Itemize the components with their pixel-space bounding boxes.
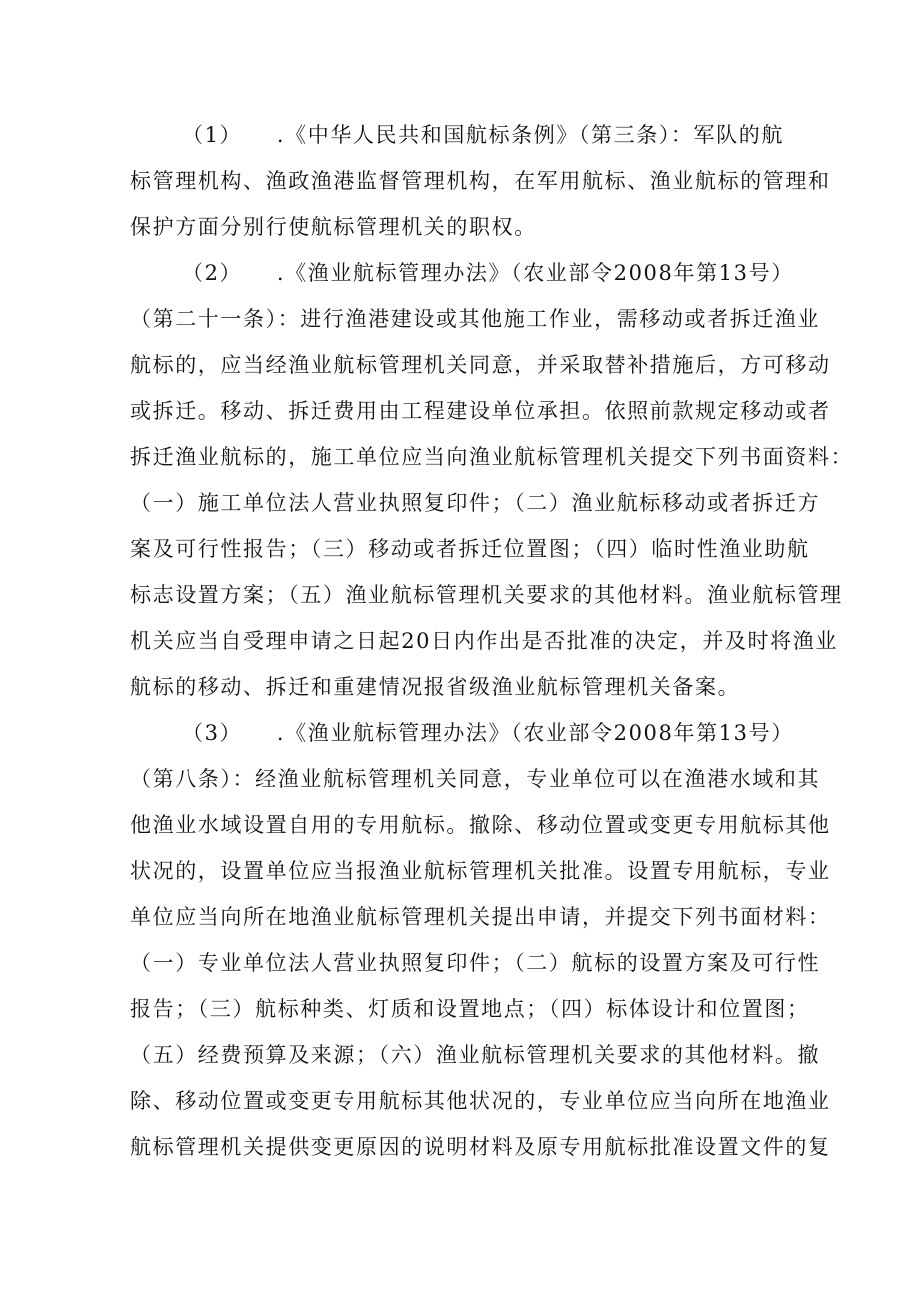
text-line: 保护方面分别行使航标管理机关的职权。 <box>130 215 537 239</box>
text-line: （2） .《渔业航标管理办法》（农业部令2008年第13号） <box>182 261 794 285</box>
text-line: 单位应当向所在地渔业航标管理机关提出申请，并提交下列书面材料： <box>130 905 831 929</box>
text-line: 案及可行性报告；（三）移动或者拆迁位置图；（四）临时性渔业助航 <box>130 537 810 561</box>
text-line: （一）施工单位法人营业执照复印件；（二）渔业航标移动或者拆迁方 <box>130 491 821 515</box>
text-line: 或拆迁。移动、拆迁费用由工程建设单位承担。依照前款规定移动或者 <box>130 399 831 423</box>
text-line: （一）专业单位法人营业执照复印件；（二）航标的设置方案及可行性 <box>130 951 821 975</box>
text-line: （五）经费预算及来源；（六）渔业航标管理机关要求的其他材料。撤 <box>130 1043 821 1067</box>
text-line: （第二十一条）：进行渔港建设或其他施工作业，需移动或者拆迁渔业 <box>130 307 821 331</box>
text-line: 他渔业水域设置自用的专用航标。撤除、移动位置或变更专用航标其他 <box>130 813 831 837</box>
text-line: 拆迁渔业航标的，施工单位应当向渔业航标管理机关提交下列书面资料： <box>130 445 854 469</box>
text-line: 标志设置方案；（五）渔业航标管理机关要求的其他材料。渔业航标管理 <box>130 583 843 607</box>
text-line: 航标的，应当经渔业航标管理机关同意，并采取替补措施后，方可移动 <box>130 353 831 377</box>
text-line: 标管理机构、渔政渔港监督管理机构，在军用航标、渔业航标的管理和 <box>130 169 831 193</box>
text-line: 机关应当自受理申请之日起20日内作出是否批准的决定，并及时将渔业 <box>130 629 838 653</box>
text-line: （1） .《中华人民共和国航标条例》（第三条）：军队的航 <box>182 123 784 147</box>
text-line: 报告；（三）航标种类、灯质和设置地点；（四）标体设计和位置图； <box>130 997 810 1021</box>
text-line: 除、移动位置或变更专用航标其他状况的，专业单位应当向所在地渔业 <box>130 1089 831 1113</box>
text-line: 航标的移动、拆迁和重建情况报省级渔业航标管理机关备案。 <box>130 675 741 699</box>
text-line: （3） .《渔业航标管理办法》（农业部令2008年第13号） <box>182 721 794 745</box>
text-line: 状况的，设置单位应当报渔业航标管理机关批准。设置专用航标，专业 <box>130 859 831 883</box>
text-line: 航标管理机关提供变更原因的说明材料及原专用航标批准设置文件的复 <box>130 1135 831 1159</box>
text-line: （第八条）：经渔业航标管理机关同意，专业单位可以在渔港水域和其 <box>130 767 821 791</box>
